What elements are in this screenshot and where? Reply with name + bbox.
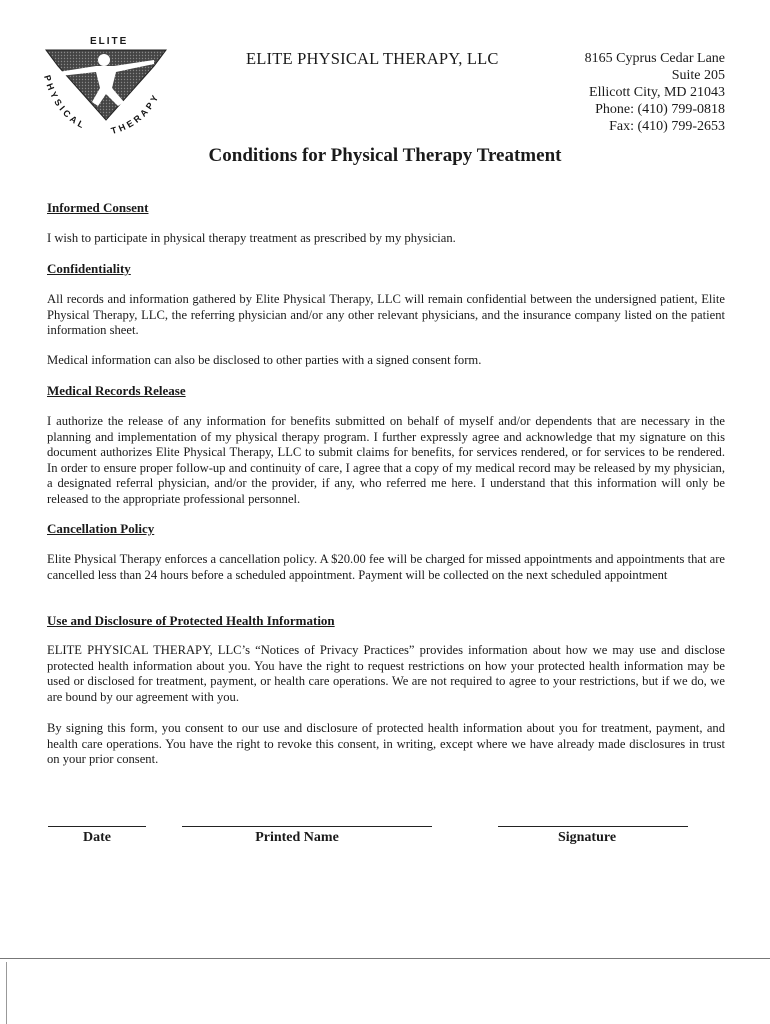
confidentiality-text: All records and information gathered by Elite Physical Therapy, LLC will remain confidential between the undersigned patient, Elite Physical Therapy, LLC, the referring physician and/or any other relevant physicians, and the insurance company listed on the patient information sheet. [47,292,725,337]
cancellation-text: Elite Physical Therapy enforces a cancellation policy. A $20.00 fee will be charged for missed appointments and appointments that are cancelled less than 24 hours before a scheduled appointment. Payment will be collected on the next scheduled appointment [47,552,725,582]
medical-records-text: I authorize the release of any information for benefits submitted on behalf of myself and/or dependents that are necessary in the planning and implementation of my physical therapy program. I further expressly agree and acknowledge that my signature on this document authorizes Elite Physical Therapy, LLC to submit claims for benefits, for services rendered, or for services to be rendered. In order to ensure proper follow-up and continuity of care, I agree that a copy of my medical record may be released by my physician, a designated referral physician, and/or the provider, if any, who referred me here. I understand that this information will only be released to the appropriate professional personnel. [47,414,725,506]
heading-informed-consent: Informed Consent [47,200,149,215]
elite-logo [36,36,176,136]
address-line: Suite 205 [671,68,725,83]
confidentiality-consent-text: Medical information can also be disclosed to other parties with a signed consent form. [47,353,482,367]
printed-name-label: Printed Name [255,830,339,845]
logo-top-word: ELITE [90,36,129,47]
heading-confidentiality: Confidentiality [47,261,131,276]
date-line[interactable] [48,826,146,827]
signature-line[interactable] [498,826,688,827]
heading-medical-records: Medical Records Release [47,383,186,398]
signature-label: Signature [557,830,617,845]
logo-arc-right: THERAPY [109,91,162,136]
phi-notice-text: ELITE PHYSICAL THERAPY, LLC’s “Notices of Privacy Practices” provides information about how we may use and disclose protected health information about you. You have the right to request restrictions on how your protected health information may be used or disclosed for treatment, payment, or health care operations. We are not required to agree to your restrictions, but if we do, we are bound by our agreement with you. [47,643,725,704]
address-line: 8165 Cyprus Cedar Lane [584,51,725,66]
scan-edge-rule [0,958,770,959]
informed-consent-text: I wish to participate in physical therapy treatment as prescribed by my physician. [47,231,456,245]
heading-phi: Use and Disclosure of Protected Health Information [47,613,335,628]
document-title: Conditions for Physical Therapy Treatment [208,145,562,166]
printed-name-line[interactable] [182,826,432,827]
date-label: Date [83,830,111,845]
fax-line: Fax: (410) 799-2653 [609,119,725,134]
address-line: Ellicott City, MD 21043 [589,85,725,100]
scan-edge-left [6,962,7,1024]
company-name: ELITE PHYSICAL THERAPY, LLC [246,49,499,68]
logo-graphic [36,36,176,136]
heading-cancellation: Cancellation Policy [47,521,155,536]
phone-line: Phone: (410) 799-0818 [595,102,725,117]
company-address [585,50,725,135]
logo-arc-left: PHYSICAL [42,73,89,132]
phi-consent-text: By signing this form, you consent to our use and disclosure of protected health information about you for treatment, payment, and health care operations. You have the right to revoke this consent, in writing, except where we have already made disclosures in trust on your prior consent. [47,721,725,766]
